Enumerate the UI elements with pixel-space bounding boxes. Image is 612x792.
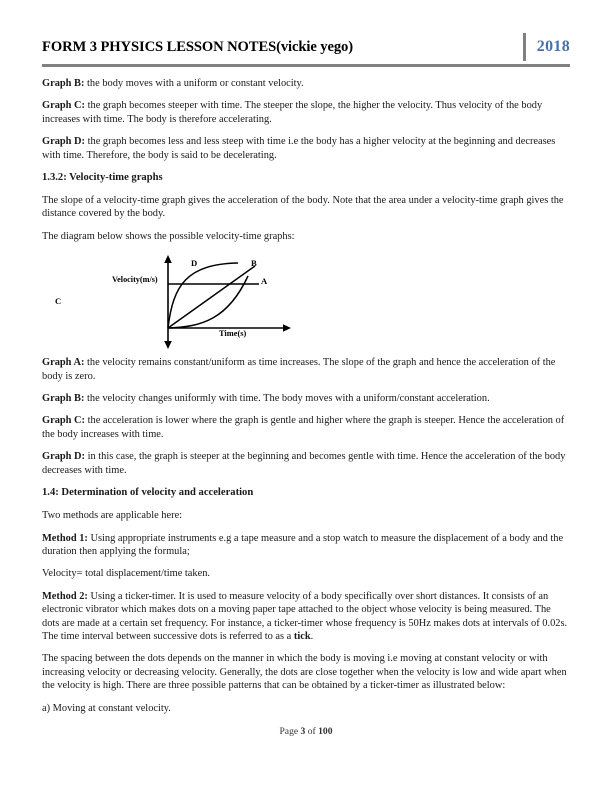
header-rule (42, 64, 570, 67)
paragraph-diagram-intro: The diagram below shows the possible velocity-time graphs: (42, 230, 295, 242)
paragraph-graph-d-top (42, 135, 570, 162)
method-2-label: Method 2: (42, 590, 88, 602)
paragraph-velocity-formula: Velocity= total displacement/time taken. (42, 568, 211, 580)
x-axis-arrow-right (283, 324, 291, 332)
paragraph-method-1 (42, 532, 570, 559)
graph-c-top-text: the graph becomes steeper with time. The steeper the slope, the higher the velocity. Thus velocity of the body increases with time. The body is therefore accelerating. (42, 100, 543, 125)
paragraph-graph-b (42, 392, 570, 405)
velocity-time-graph-svg (42, 252, 362, 352)
paragraph-graph-b-top (42, 77, 570, 90)
method-2-text-b: . (310, 630, 314, 642)
header-year: 2018 (536, 38, 570, 55)
curve-d-decreasing-acceleration (168, 263, 238, 328)
curve-label-d: D (191, 258, 198, 269)
footer-page-number: 3 (300, 726, 306, 737)
graph-c-label: Graph C: (42, 415, 86, 427)
paragraph-dot-spacing: The spacing between the dots depends on the manner in which the body is moving i.e moving at constant velocity or with increasing velocity or decreasing velocity. Generally, the dots are close together when the velocity is low and wide apart when the velocity is high. There are three possible patterns that can be obtained by a ticker-timer as illustrated below: (42, 653, 567, 692)
footer-prefix: Page (279, 726, 301, 737)
graph-d-label: Graph D: (42, 451, 86, 463)
y-axis-arrow-down (164, 341, 172, 349)
heading-1-4: 1.4: Determination of velocity and acceleration (42, 487, 254, 499)
header-divider (523, 33, 526, 61)
paragraph-graph-c-top (42, 99, 570, 126)
method-1-text: Using appropriate instruments e.g a tape measure and a stop watch to measure the displacement of a body and the duration then applying the formula; (42, 532, 564, 557)
graph-d-text: in this case, the graph is steeper at the beginning and becomes gentle with time. Hence the acceleration of the body decreases with time. (42, 451, 566, 476)
document-body (42, 77, 570, 724)
paragraph-graph-a (42, 356, 570, 383)
graph-b-top-text: the body moves with a uniform or constant velocity. (84, 78, 304, 89)
heading-1-3-2: 1.3.2: Velocity-time graphs (42, 172, 163, 184)
document-header (42, 30, 570, 64)
graph-d-top-text: the graph becomes less and less steep with time i.e the body has a higher velocity at the beginning and decreases with time. Therefore, the body is said to be decelerating. (42, 136, 556, 161)
figure-left-label-c: C (55, 296, 62, 307)
footer-middle: of (305, 726, 319, 737)
paragraph-method-2 (42, 590, 570, 644)
graph-a-label: Graph A: (42, 357, 85, 369)
graph-c-top-label: Graph C: (42, 100, 86, 112)
method-2-bold-tick: tick (293, 630, 311, 642)
method-1-label: Method 1: (42, 532, 88, 544)
footer-total-pages: 100 (318, 726, 333, 737)
list-item-a: a) Moving at constant velocity. (42, 702, 171, 714)
paragraph-graph-d (42, 450, 570, 477)
paragraph-two-methods: Two methods are applicable here: (42, 510, 183, 522)
graph-d-top-label: Graph D: (42, 136, 86, 148)
page-title: FORM 3 PHYSICS LESSON NOTES(vickie yego) (42, 38, 354, 55)
graph-a-text: the velocity remains constant/uniform as time increases. The slope of the graph and hence the acceleration of the body is zero. (42, 357, 556, 382)
graph-b-text: the velocity changes uniformly with time. The body moves with a uniform/constant acceleration. (84, 393, 490, 405)
method-2-text-a: Using a ticker-timer. It is used to measure velocity of a body specifically over short distances. It consists of an electronic vibrator which makes dots on a moving paper tape attached to the object whose velocity is being measured. The dots are made at a certain set frequency. For instance, a ticker-timer whose frequency is 50Hz makes dots at intervals of 0.02s. The time interval between successive dots is referred to as a (42, 590, 568, 642)
header-right-group (523, 32, 570, 62)
graph-b-label: Graph B: (42, 393, 85, 405)
y-axis-arrow-up (164, 255, 172, 263)
paragraph-slope-area: The slope of a velocity-time graph gives the acceleration of the body. Note that the area under a velocity-time graph gives the distance covered by the body. (42, 195, 564, 220)
y-axis-label: Velocity(m/s) (112, 275, 158, 285)
paragraph-graph-c (42, 414, 570, 441)
curve-label-a: A (261, 276, 268, 287)
graph-b-top-label: Graph B: (42, 78, 85, 89)
curve-label-b: B (251, 258, 257, 269)
page-footer (0, 726, 612, 737)
velocity-time-graph-figure (42, 252, 570, 352)
x-axis-label: Time(s) (219, 329, 247, 339)
graph-c-text: the acceleration is lower where the graph is gentle and higher where the graph is steeper. Hence the acceleration of the body increases with time. (42, 415, 565, 440)
